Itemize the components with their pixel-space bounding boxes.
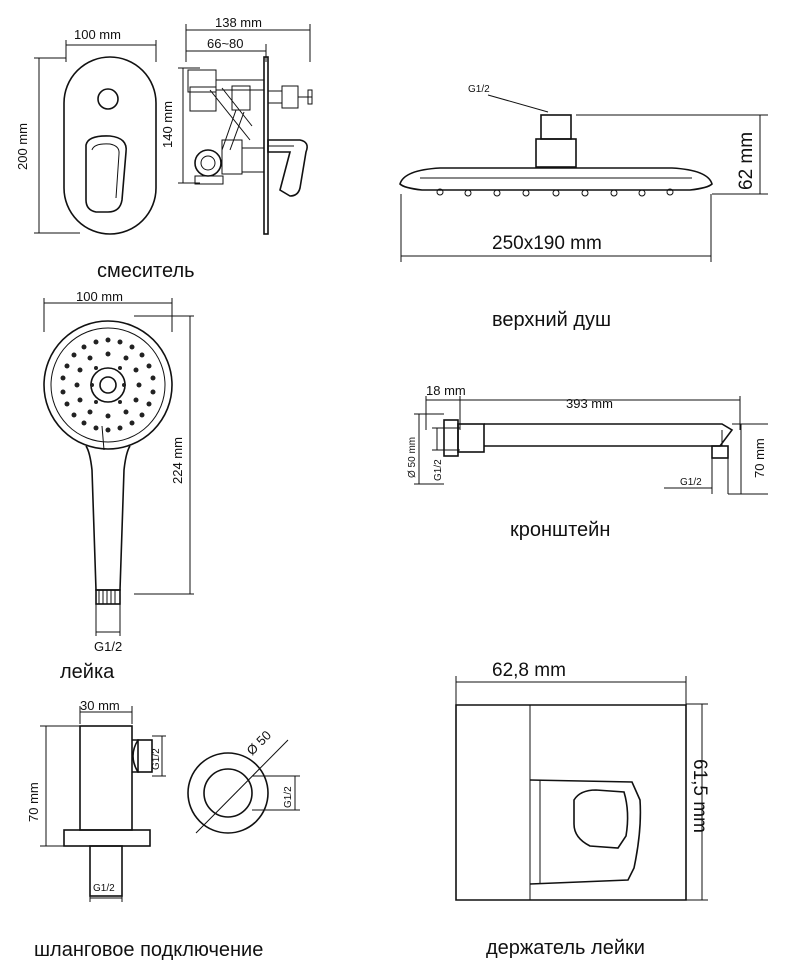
holder-width-label: 62,8 mm [492, 660, 566, 681]
hand-shower-diagram [44, 289, 194, 683]
bracket-drop-label: 70 mm [752, 438, 767, 478]
hose-width-label: 30 mm [80, 698, 120, 713]
mixer-body [188, 70, 312, 184]
bracket-diagram [407, 383, 768, 541]
bracket-caption: кронштейн [510, 519, 611, 541]
mixer-caption: смеситель [97, 260, 195, 282]
hand-center-hole [100, 377, 116, 393]
hose-thread-bottom-label: G1/2 [93, 883, 115, 894]
hand-width-label: 100 mm [76, 289, 123, 304]
mixer-height-label: 200 mm [15, 123, 30, 170]
hose-round-outer [188, 753, 268, 833]
bracket-diameter-label: Ø 50 mm [407, 436, 418, 478]
hose-body [80, 726, 132, 830]
hose-flange [64, 830, 150, 846]
overhead-caption: верхний душ [492, 309, 612, 331]
holder-clip [530, 780, 640, 884]
mixer-button [98, 89, 118, 109]
hand-height-label: 224 mm [170, 437, 185, 484]
bracket-arm [484, 424, 732, 446]
hose-side-outlet [132, 740, 138, 772]
holder-caption: держатель лейки [486, 937, 645, 959]
hand-nozzles [61, 338, 156, 433]
mixer-lever [86, 136, 126, 212]
overhead-shower-diagram [400, 84, 768, 331]
hose-round-inner [204, 769, 252, 817]
holder-body [456, 705, 686, 900]
hose-thread-round-label: G1/2 [283, 786, 294, 808]
overhead-connector [541, 115, 571, 139]
hand-thread-label: G1/2 [94, 639, 123, 654]
bracket-length-label: 393 mm [566, 396, 613, 411]
mixer-depth-label: 138 mm [215, 15, 262, 30]
holder-height-label: 61,5 mm [689, 759, 710, 833]
hose-thread-side-label: G1/2 [151, 748, 162, 770]
bracket-flange-label: 18 mm [426, 383, 466, 398]
hose-caption: шланговое подключение [34, 939, 264, 961]
overhead-thread-label: G1/2 [468, 84, 490, 95]
overhead-size-label: 250x190 mm [492, 233, 602, 254]
bracket-thread-bottom-label: G1/2 [680, 477, 702, 488]
hand-handle [86, 446, 130, 590]
overhead-height-label: 62 mm [736, 131, 757, 190]
mixer-depth-range-label: 66~80 [207, 36, 244, 51]
bracket-thread-left-label: G1/2 [433, 459, 444, 481]
holder-diagram [456, 660, 710, 959]
mixer-width-label: 100 mm [74, 27, 121, 42]
hand-thread [96, 590, 120, 604]
hose-diameter-label: Ø 50 [243, 727, 275, 759]
hand-caption: лейка [60, 661, 115, 683]
hose-height-label: 70 mm [26, 782, 41, 822]
bracket-base [458, 424, 484, 452]
hose-connection-diagram [26, 698, 300, 961]
overhead-neck [536, 139, 576, 167]
holder-cradle [574, 790, 628, 848]
mixer-diagram [15, 15, 312, 282]
hand-center-ring [91, 368, 125, 402]
mixer-plate [64, 57, 156, 234]
mixer-lever-side [268, 140, 307, 196]
overhead-disc [400, 168, 712, 190]
bracket-flange [444, 420, 458, 456]
bracket-outlet [712, 446, 728, 458]
mixer-body-height-label: 140 mm [160, 101, 175, 148]
